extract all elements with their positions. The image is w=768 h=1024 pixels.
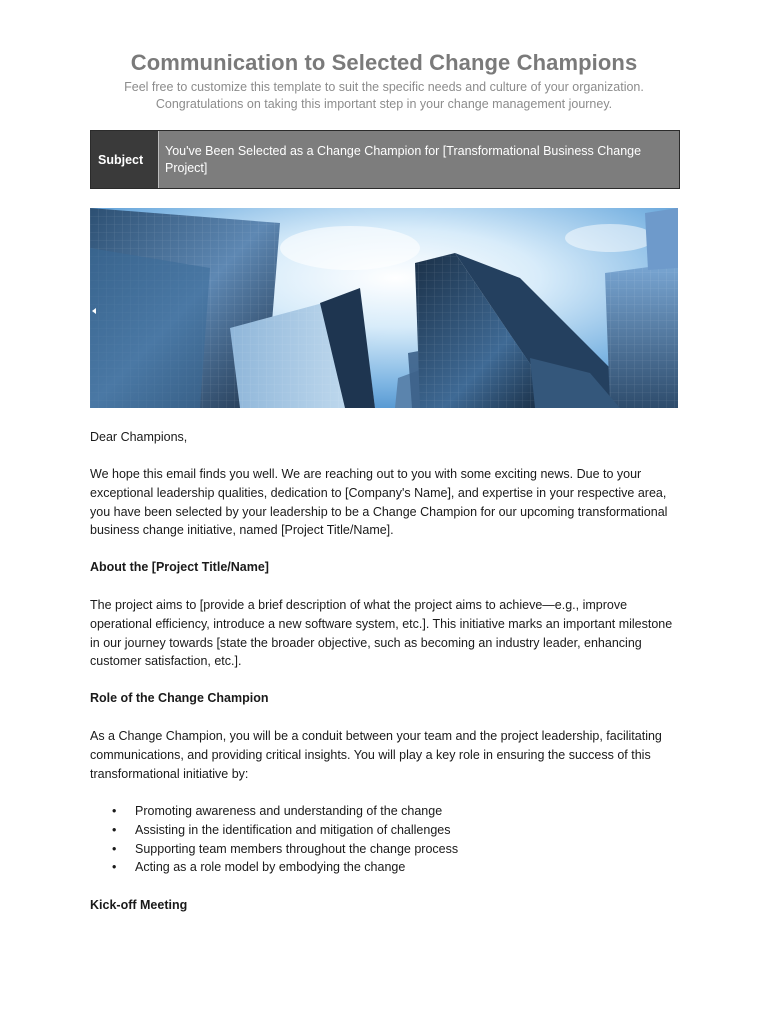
list-item: • Acting as a role model by embodying the change — [90, 858, 680, 877]
greeting: Dear Champions, — [90, 430, 188, 444]
subtitle-line-2: Congratulations on taking this important step in your change management journey. — [155, 97, 613, 111]
list-item: • Promoting awareness and understanding of the change — [90, 802, 680, 821]
role-paragraph: As a Change Champion, you will be a conduit between your team and the project leadership, facilitating communications, and providing critical insights. You will play a key role in ensuring the success of this transformational initiative by: — [90, 729, 662, 781]
subject-table — [90, 130, 680, 189]
subject-label: Subject — [91, 131, 159, 188]
subtitle-line-1: Feel free to customize this template to suit the specific needs and culture of your organization. — [124, 80, 644, 94]
role-heading: Role of the Change Champion — [90, 691, 269, 705]
intro-paragraph: We hope this email finds you well. We are reaching out to you with some exciting news. Due to your exceptional leadership qualities, dedication to [Company's Name], and expertise in your respective area, you have been selected by your leadership to be a Change Champion for our upcoming transformational business change initiative, named [Project Title/Name]. — [90, 467, 668, 538]
page-title: Communication to Selected Change Champions — [130, 50, 638, 75]
about-paragraph: The project aims to [provide a brief description of what the project aims to achieve—e.g., improve operational efficiency, introduce a new software system, etc.]. This initiative marks an important milestone in our journey towards [state the broader objective, such as becoming an industry leader, enhancing customer satisfaction, etc.]. — [90, 598, 673, 669]
kickoff-heading: Kick-off Meeting — [90, 898, 188, 912]
about-heading: About the [Project Title/Name] — [90, 560, 269, 574]
role-bullet-list — [90, 802, 680, 877]
subject-value: You've Been Selected as a Change Champion for [Transformational Business Change Project] — [159, 131, 679, 188]
list-item: • Assisting in the identification and mitigation of challenges — [90, 821, 680, 840]
skyscrapers-photo — [90, 208, 678, 408]
list-item: • Supporting team members throughout the change process — [90, 840, 680, 859]
